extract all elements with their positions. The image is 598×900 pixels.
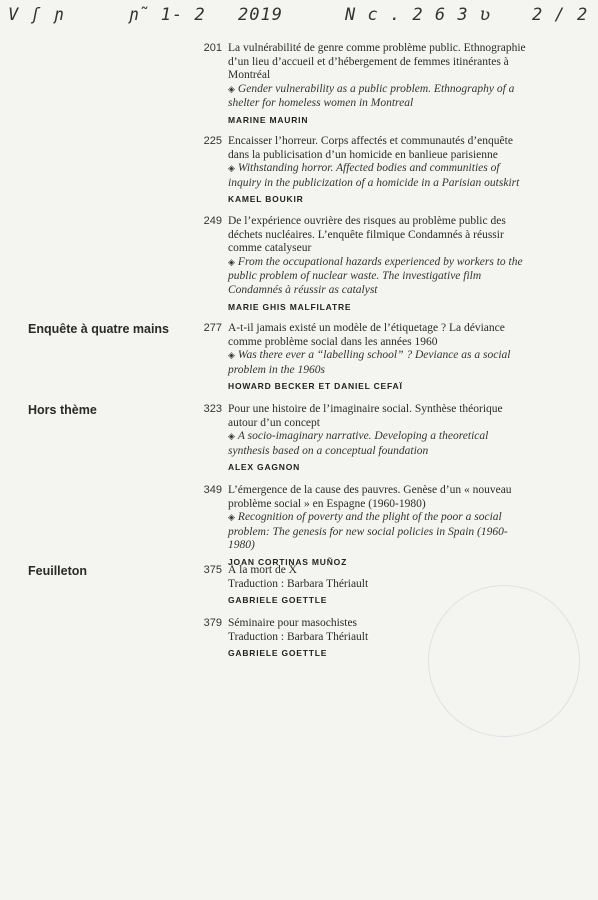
title-en: Recognition of poverty and the plight of the poor a social problem: The genesis for new social policies in Spain (1960-1980): [228, 511, 508, 552]
diamond-icon: ◈: [228, 84, 235, 95]
translation-credit: Traduction : Barbara Thériault: [228, 630, 369, 643]
page-number: 375: [203, 564, 222, 576]
title-fr: De l’expérience ouvrière des risques au problème public des déchets nucléaires. L’enquête filmique Condamnés à réussir comme catalyseur: [228, 215, 506, 255]
section-heading-hors-theme: Hors thème: [28, 403, 97, 417]
toc-entry[interactable]: [200, 403, 530, 475]
toc-entry[interactable]: [200, 42, 530, 128]
diamond-icon: ◈: [228, 164, 235, 175]
toc-entry[interactable]: [200, 484, 530, 570]
handwritten-part: 2019: [238, 5, 283, 25]
title-en: Withstanding horror. Affected bodies and communities of inquiry in the publicization of a homicide in a Parisian outskirt: [228, 162, 520, 189]
page-number: 323: [203, 403, 222, 415]
title-fr: Pour une histoire de l’imaginaire social. Synthèse théorique autour d’un concept: [228, 403, 503, 429]
handwritten-part: N c . 2 6 3 ʋ: [345, 5, 492, 25]
handwritten-part: V ʃ ɲ: [8, 5, 65, 25]
author: JOAN CORTINAS MUÑOZ: [228, 556, 348, 567]
section-heading-feuilleton: Feuilleton: [28, 564, 88, 578]
section-heading-enquete: Enquête à quatre mains: [28, 322, 170, 336]
author: GABRIELE GOETTLE: [228, 648, 328, 659]
page-number: 349: [203, 484, 222, 496]
diamond-icon: ◈: [228, 513, 235, 524]
author: MARINE MAURIN: [228, 114, 309, 125]
title-fr: A-t-il jamais existé un modèle de l’étiquetage ? La déviance comme problème social dans les années 1960: [228, 322, 505, 348]
toc-entry[interactable]: [200, 135, 530, 207]
faded-stamp: [428, 585, 580, 737]
page-number: 201: [203, 42, 222, 54]
page-number: 249: [203, 215, 222, 227]
toc-entry[interactable]: [200, 215, 530, 314]
title-fr: Séminaire pour masochistes: [228, 617, 358, 629]
author: MARIE GHIS MALFILATRE: [228, 301, 352, 312]
author: KAMEL BOUKIR: [228, 194, 304, 205]
handwritten-part: ɲ̃ 1- 2: [128, 5, 206, 25]
title-en: From the occupational hazards experienced by workers to the public problem of nuclear waste. The investigative film Condamnés à réussir as catalyst: [228, 255, 523, 296]
title-en: Was there ever a “labelling school” ? Deviance as a social problem in the 1960s: [228, 349, 511, 376]
handwritten-part: 2 / 2: [532, 5, 589, 25]
title-en: A socio-imaginary narrative. Developing a theoretical synthesis based on a conceptual foundation: [228, 430, 489, 457]
page-number: 379: [203, 617, 222, 629]
handwritten-note: [0, 2, 598, 28]
page-number: 277: [203, 322, 222, 334]
diamond-icon: ◈: [228, 432, 235, 443]
toc-entry[interactable]: [200, 617, 530, 661]
page-number: 225: [203, 135, 222, 147]
title-fr: La vulnérabilité de genre comme problème public. Ethnographie d’un lieu d’accueil et d’hébergement de femmes itinérantes à Montréal: [228, 42, 526, 82]
title-fr: À la mort de X: [228, 564, 297, 576]
translation-credit: Traduction : Barbara Thériault: [228, 577, 369, 590]
diamond-icon: ◈: [228, 351, 235, 362]
author: HOWARD BECKER ET DANIEL CEFAÏ: [228, 381, 403, 392]
title-en: Gender vulnerability as a public problem. Ethnography of a shelter for homeless women in Montreal: [228, 82, 515, 110]
toc-entry[interactable]: [200, 322, 530, 394]
title-fr: L’émergence de la cause des pauvres. Genèse d’un « nouveau problème social » en Espagne (1960-1980): [228, 484, 512, 510]
author: GABRIELE GOETTLE: [228, 595, 328, 606]
toc-entry[interactable]: [200, 564, 530, 608]
title-fr: Encaisser l’horreur. Corps affectés et communautés d’enquête dans la publicisation d’un homicide en banlieue parisienne: [228, 135, 513, 161]
diamond-icon: ◈: [228, 257, 235, 268]
author: ALEX GAGNON: [228, 462, 301, 473]
